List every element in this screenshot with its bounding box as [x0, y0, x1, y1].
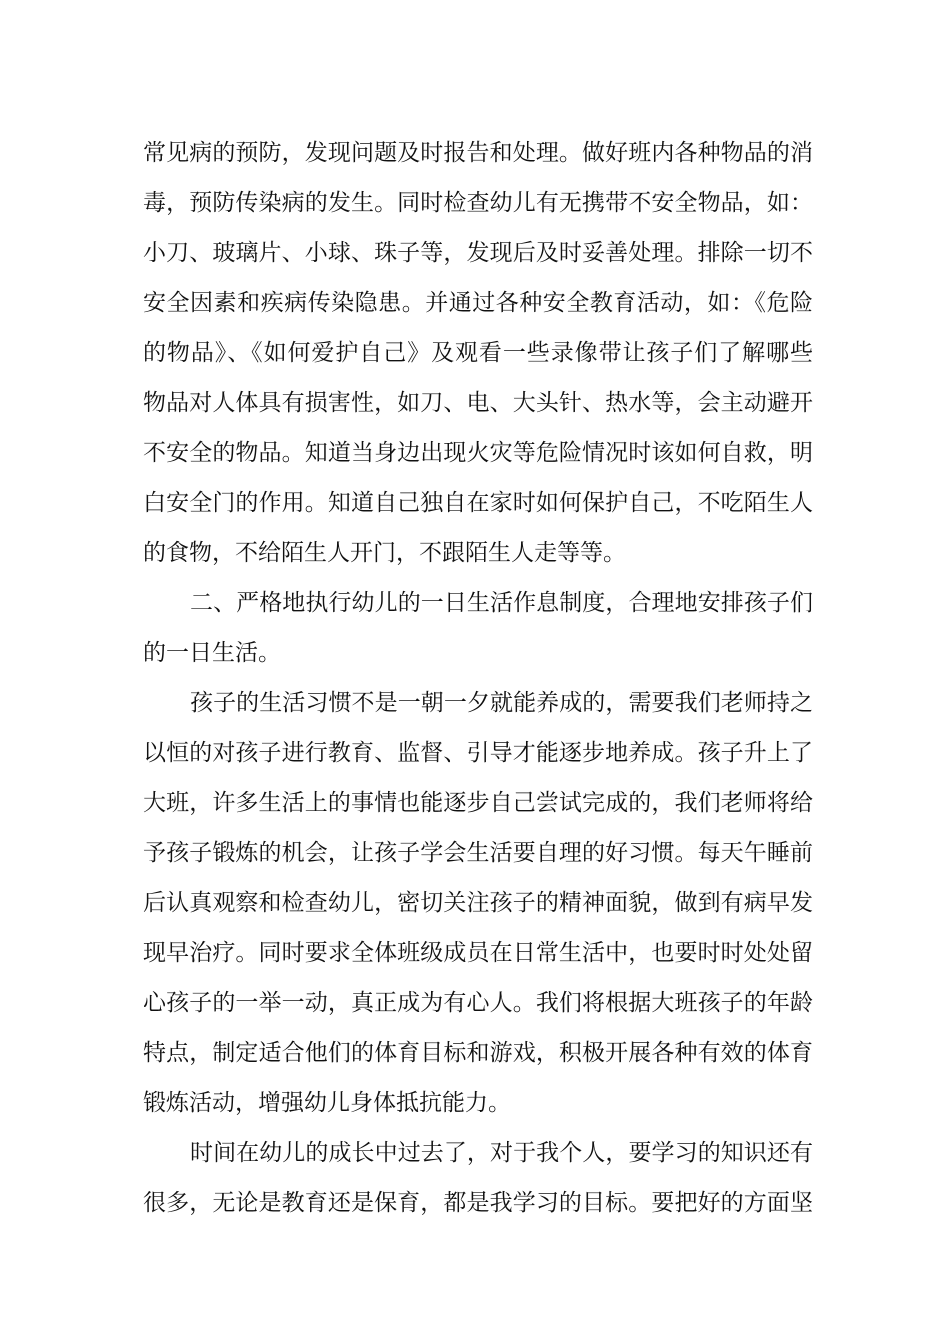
text-line: 以恒的对孩子进行教育、监督、引导才能逐步地养成。孩子升上了	[143, 740, 813, 766]
text-line: 锻炼活动，增强幼儿身体抵抗能力。	[143, 1090, 511, 1116]
text-line: 常见病的预防，发现问题及时报告和处理。做好班内各种物品的消	[143, 140, 813, 166]
text-line: 很多，无论是教育还是保育，都是我学习的目标。要把好的方面坚	[143, 1190, 813, 1216]
text-line: 的食物，不给陌生人开门，不跟陌生人走等等。	[143, 540, 626, 566]
text-line: 的物品》、《如何爱护自己》及观看一些录像带让孩子们了解哪些	[143, 340, 813, 366]
text-line: 小刀、玻璃片、小球、珠子等，发现后及时妥善处理。排除一切不	[143, 240, 813, 266]
text-line: 心孩子的一举一动，真正成为有心人。我们将根据大班孩子的年龄	[143, 990, 813, 1016]
section-heading-line: 的一日生活。	[143, 640, 281, 666]
text-line: 现早治疗。同时要求全体班级成员在日常生活中，也要时时处处留	[143, 940, 813, 966]
text-line: 毒，预防传染病的发生。同时检查幼儿有无携带不安全物品，如：	[143, 190, 813, 216]
text-line: 特点，制定适合他们的体育目标和游戏，积极开展各种有效的体育	[143, 1040, 813, 1066]
text-line: 白安全门的作用。知道自己独自在家时如何保护自己，不吃陌生人	[143, 490, 813, 516]
text-line: 后认真观察和检查幼儿，密切关注孩子的精神面貌，做到有病早发	[143, 890, 813, 916]
text-line: 安全因素和疾病传染隐患。并通过各种安全教育活动，如：《危险	[143, 290, 813, 316]
section-heading-line: 二、严格地执行幼儿的一日生活作息制度，合理地安排孩子们	[190, 590, 813, 616]
text-line: 大班，许多生活上的事情也能逐步自己尝试完成的，我们老师将给	[143, 790, 813, 816]
text-line: 不安全的物品。知道当身边出现火灾等危险情况时该如何自救，明	[143, 440, 813, 466]
text-line: 予孩子锻炼的机会，让孩子学会生活要自理的好习惯。每天午睡前	[143, 840, 813, 866]
text-line: 物品对人体具有损害性，如刀、电、大头针、热水等，会主动避开	[143, 390, 813, 416]
text-line: 时间在幼儿的成长中过去了，对于我个人，要学习的知识还有	[190, 1140, 813, 1166]
text-line: 孩子的生活习惯不是一朝一夕就能养成的，需要我们老师持之	[190, 690, 813, 716]
